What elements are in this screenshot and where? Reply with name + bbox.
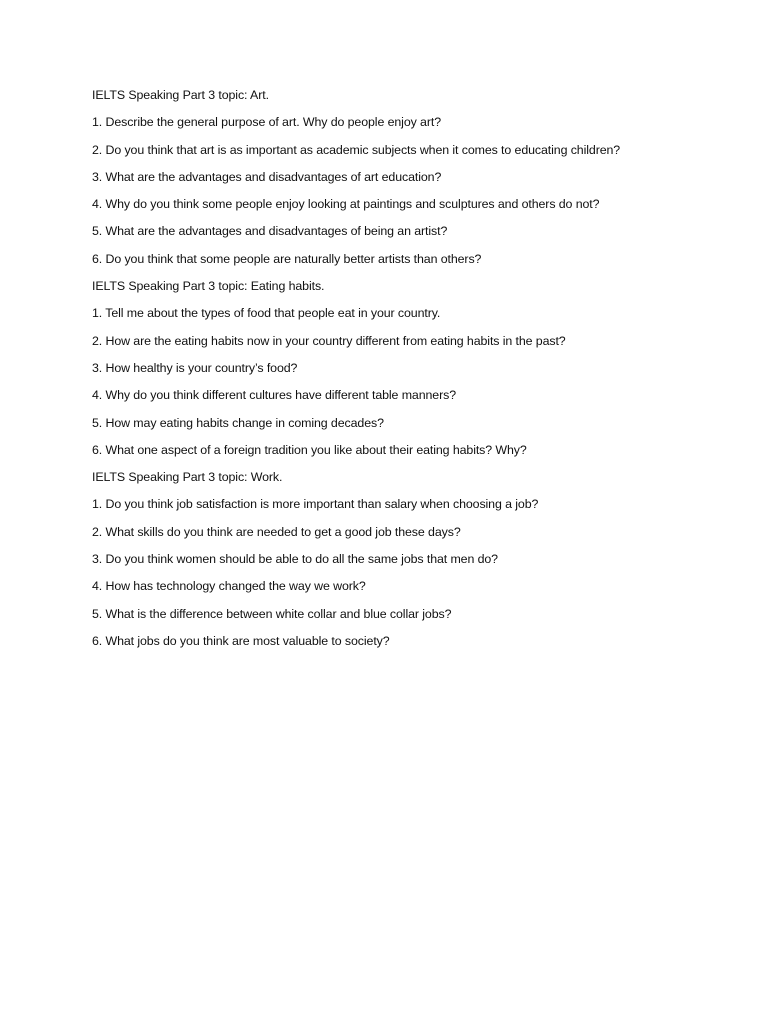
eating-question-1: 1. Tell me about the types of food that people eat in your country. (92, 306, 441, 321)
work-question-5: 5. What is the difference between white collar and blue collar jobs? (92, 606, 452, 621)
work-question-6: 6. What jobs do you think are most valuable to society? (92, 633, 390, 648)
eating-question-4: 4. Why do you think different cultures have different table manners? (92, 388, 456, 403)
art-question-1: 1. Describe the general purpose of art. Why do people enjoy art? (92, 115, 442, 130)
eating-question-5: 5. How may eating habits change in coming decades? (92, 415, 384, 430)
eating-question-2: 2. How are the eating habits now in your country different from eating habits in the past? (92, 333, 566, 348)
art-question-4: 4. Why do you think some people enjoy looking at paintings and sculptures and others do not? (92, 197, 600, 212)
section-heading-eating-habits: IELTS Speaking Part 3 topic: Eating habits. (92, 279, 325, 294)
section-heading-art: IELTS Speaking Part 3 topic: Art. (92, 88, 269, 102)
work-question-3: 3. Do you think women should be able to do all the same jobs that men do? (92, 552, 498, 567)
eating-question-3: 3. How healthy is your country’s food? (92, 360, 298, 375)
eating-question-6: 6. What one aspect of a foreign tradition you like about their eating habits? Why? (92, 442, 527, 457)
work-question-1: 1. Do you think job satisfaction is more important than salary when choosing a job? (92, 497, 539, 512)
art-question-6: 6. Do you think that some people are naturally better artists than others? (92, 251, 482, 266)
art-question-5: 5. What are the advantages and disadvantages of being an artist? (92, 224, 448, 239)
section-heading-work: IELTS Speaking Part 3 topic: Work. (92, 470, 283, 485)
work-question-2: 2. What skills do you think are needed to get a good job these days? (92, 524, 461, 539)
document-body (92, 87, 732, 660)
art-question-3: 3. What are the advantages and disadvantages of art education? (92, 169, 442, 184)
art-question-2: 2. Do you think that art is as important as academic subjects when it comes to educating children? (92, 142, 621, 157)
work-question-4: 4. How has technology changed the way we work? (92, 579, 366, 594)
